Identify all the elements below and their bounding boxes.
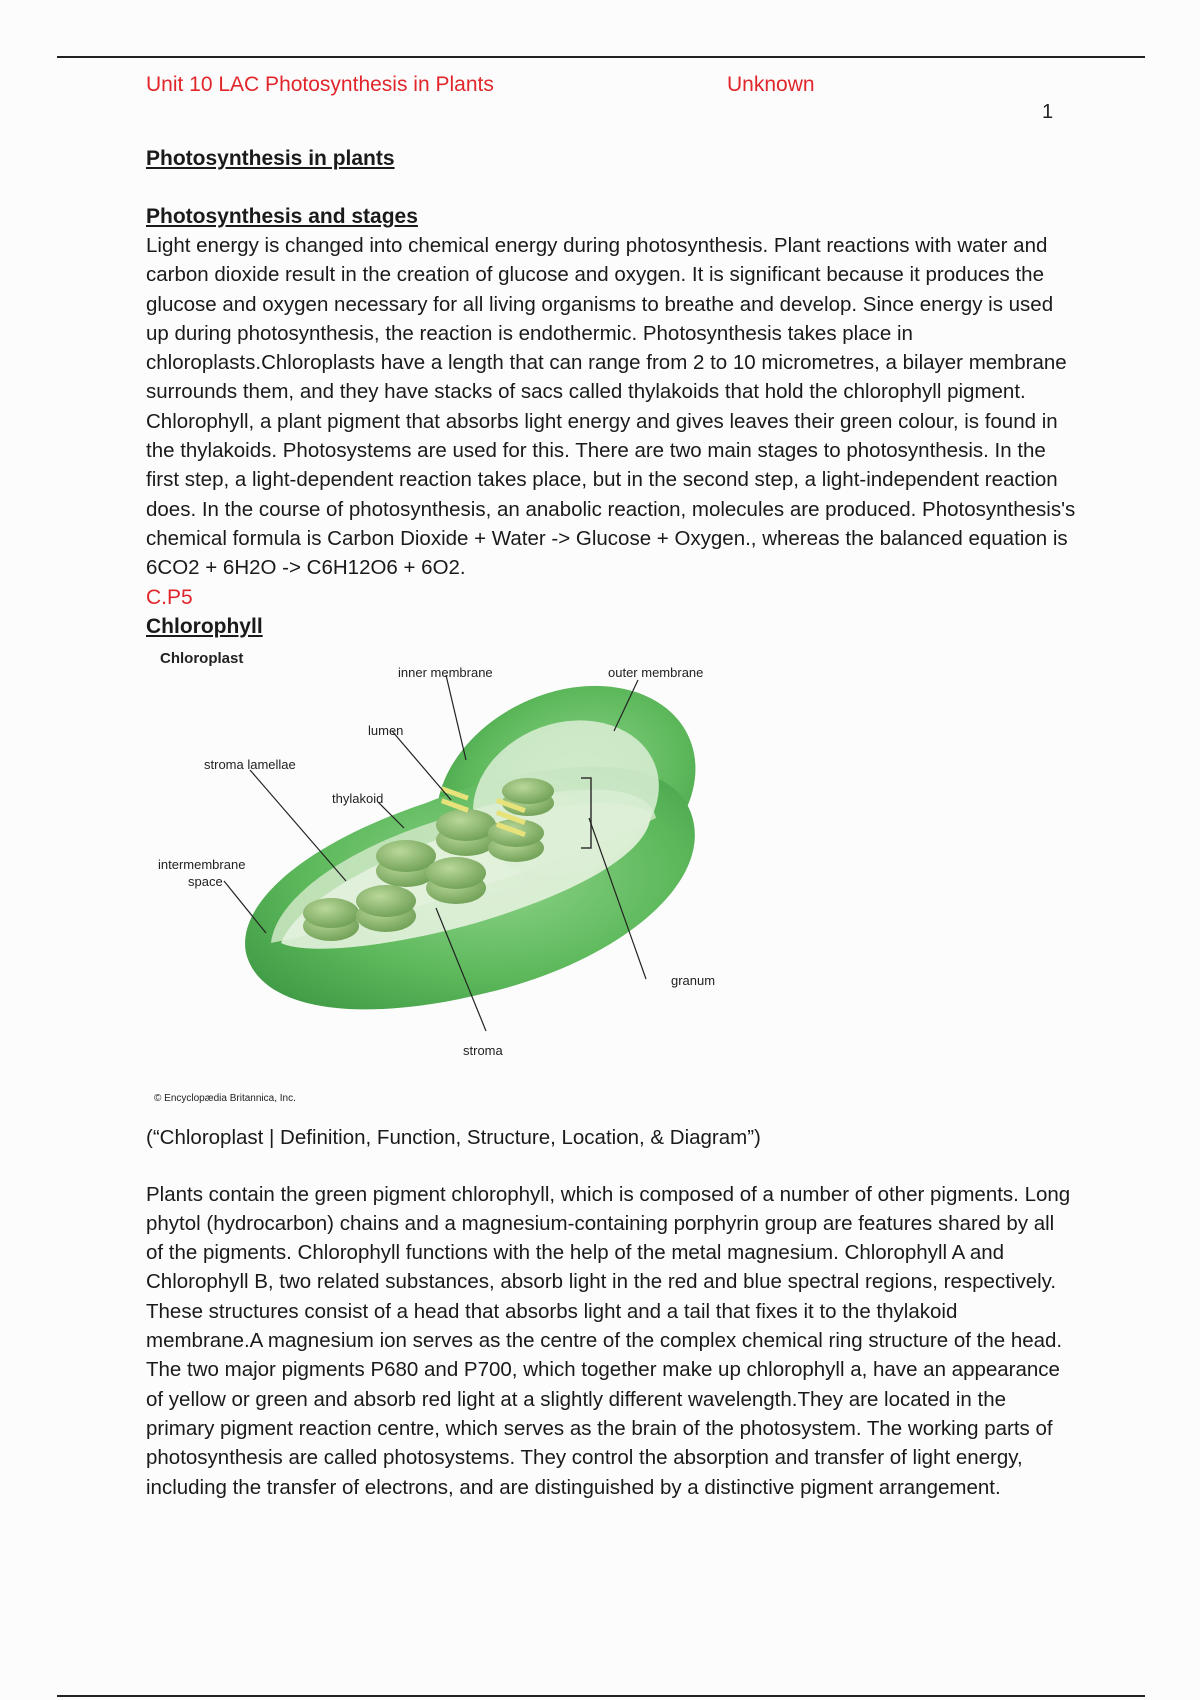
label-space: space <box>188 873 223 889</box>
chloroplast-figure <box>146 643 746 1123</box>
label-stroma-lamellae: stroma lamellae <box>204 756 296 772</box>
bottom-rule <box>57 1695 1145 1697</box>
chloroplast-diagram <box>146 643 746 1123</box>
figure-title: Chloroplast <box>160 649 244 667</box>
label-intermembrane: intermembrane <box>158 856 246 872</box>
figure-citation: (“Chloroplast | Definition, Function, Structure, Location, & Diagram”) <box>146 1125 761 1149</box>
paragraph-chlorophyll: Plants contain the green pigment chlorophyll, which is composed of a number of other pigments. Long phytol (hydrocarbon) chains and a magnesium-containing porphyrin group are features shared by all of the pigments. Chlorophyll functions with the help of the metal magnesium. Chlorophyll A and Chlorophyll B, two related substances, absorb light in the red and blue spectral regions, respectively. These structures consist of a head that absorbs light and a tail that fixes it to the thylakoid membrane.A magnesium ion serves as the centre of the complex chemical ring structure of the head. The two major pigments P680 and P700, which together make up chlorophyll a, have an appearance of yellow or green and absorb red light at a slightly different wavelength.They are located in the primary pigment reaction centre, which serves as the brain of the photosystem. The working parts of photosynthesis are called photosystems. They control the absorption and transfer of light energy, including the transfer of electrons, and are distinguished by a distinctive pigment arrangement. <box>146 1182 1071 1499</box>
label-granum: granum <box>671 972 716 988</box>
label-outer-membrane: outer membrane <box>608 664 704 680</box>
section-heading-stages: Photosynthesis and stages <box>146 205 418 228</box>
document-title: Photosynthesis in plants <box>146 147 395 170</box>
document-body <box>146 144 1076 1502</box>
label-thylakoid: thylakoid <box>332 790 384 806</box>
header-left: Unit 10 LAC Photosynthesis in Plants <box>146 73 494 96</box>
page-number: 1 <box>1042 101 1054 123</box>
figure-copyright: © Encyclopædia Britannica, Inc. <box>154 1092 296 1104</box>
top-rule <box>57 56 1145 58</box>
paragraph-stages: Light energy is changed into chemical energy during photosynthesis. Plant reactions with water and carbon dioxide result in the creation of glucose and oxygen. It is significant because it produces the glucose and oxygen necessary for all living organisms to breathe and develop. Since energy is used up during photosynthesis, the reaction is endothermic. Photosynthesis takes place in chloroplasts.Chloroplasts have a length that can range from 2 to 10 micrometres, a bilayer membrane surrounds them, and they have stacks of sacs called thylakoids that hold the chlorophyll pigment. Chlorophyll, a plant pigment that absorbs light energy and gives leaves their green colour, is found in the thylakoids. Photosystems are used for this. There are two main stages to photosynthesis. In the first step, a light-dependent reaction takes place, but in the second step, a light-independent reaction does. In the course of photosynthesis, an anabolic reaction, molecules are produced. Photosynthesis's chemical formula is Carbon Dioxide + Water -> Glucose + Oxygen., whereas the balanced equation is 6CO2 + 6H2O -> C6H12O6 + 6O2. <box>146 234 1076 580</box>
criterion-code: C.P5 <box>146 585 193 609</box>
label-inner-membrane: inner membrane <box>398 664 493 680</box>
section-heading-chlorophyll: Chlorophyll <box>146 614 263 638</box>
label-lumen: lumen <box>368 722 404 738</box>
label-stroma: stroma <box>463 1042 503 1058</box>
header-right: Unknown <box>727 73 815 96</box>
